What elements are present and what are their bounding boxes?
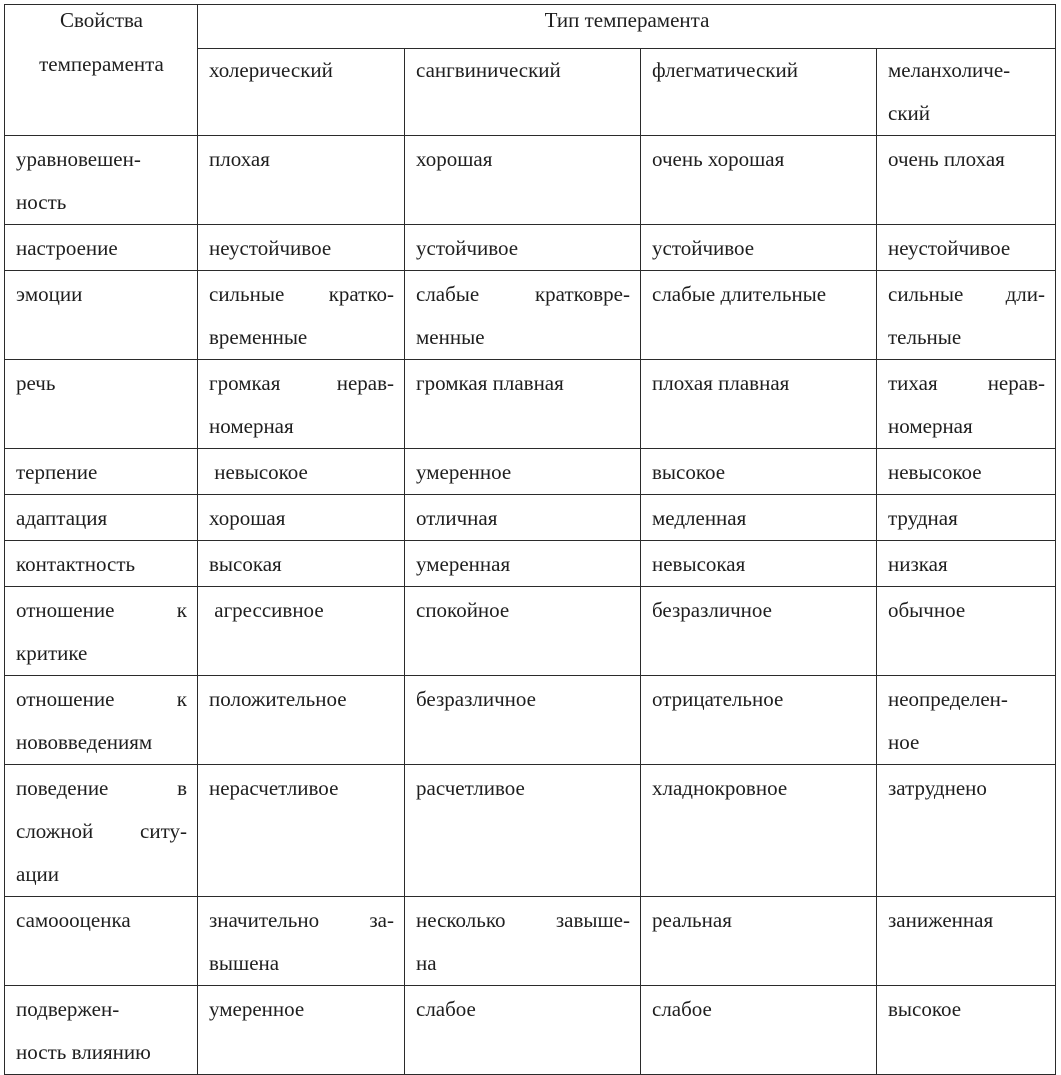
- value-cell-choleric: [198, 136, 405, 225]
- value-line: умеренное: [209, 997, 305, 1021]
- value-cell-phlegmatic: [641, 271, 877, 360]
- type-header-line: меланхоличе-: [888, 58, 1011, 82]
- value-line: отличная: [416, 506, 498, 530]
- value-cell-melancholic: [877, 449, 1056, 495]
- value-line: обычное: [888, 598, 966, 622]
- value-line: слабое: [652, 997, 712, 1021]
- property-cell: [5, 676, 198, 765]
- type-header-line: флегматический: [652, 58, 798, 82]
- value-cell-phlegmatic: [641, 225, 877, 271]
- value-line: слабые кратковре-: [416, 282, 630, 306]
- type-header-cell: [198, 5, 1056, 49]
- value-line: высокая: [209, 552, 282, 576]
- value-line: неустойчивое: [209, 236, 332, 260]
- property-cell: [5, 136, 198, 225]
- value-cell-sanguine: [405, 271, 641, 360]
- value-cell-sanguine: [405, 765, 641, 897]
- value-line: хладнокровное: [652, 776, 788, 800]
- property-line: ность влиянию: [16, 1040, 151, 1064]
- value-line: нерасчетливое: [209, 776, 339, 800]
- type-header-choleric: [198, 49, 405, 136]
- value-cell-choleric: [198, 587, 405, 676]
- property-cell: [5, 271, 198, 360]
- value-line: на: [416, 951, 437, 975]
- property-line: речь: [16, 371, 56, 395]
- value-line: громкая нерав-: [209, 371, 394, 395]
- value-line: положительное: [209, 687, 347, 711]
- property-line: настроение: [16, 236, 118, 260]
- property-cell: [5, 449, 198, 495]
- value-line: номерная: [888, 414, 973, 438]
- property-cell: [5, 495, 198, 541]
- value-line: вышена: [209, 951, 280, 975]
- type-header-phlegmatic: [641, 49, 877, 136]
- value-cell-sanguine: [405, 136, 641, 225]
- table-row: [5, 360, 1056, 449]
- value-line: трудная: [888, 506, 958, 530]
- table-row: [5, 495, 1056, 541]
- value-cell-melancholic: [877, 136, 1056, 225]
- temperament-table: [4, 4, 1056, 1075]
- property-line: подвержен-: [16, 997, 120, 1021]
- value-cell-melancholic: [877, 360, 1056, 449]
- header-row-1: [5, 5, 1056, 49]
- properties-header-cell: [5, 5, 198, 136]
- value-line: менные: [416, 325, 485, 349]
- value-cell-choleric: [198, 495, 405, 541]
- value-cell-sanguine: [405, 360, 641, 449]
- value-cell-melancholic: [877, 587, 1056, 676]
- value-line: заниженная: [888, 908, 994, 932]
- table-row: [5, 271, 1056, 360]
- value-line: низкая: [888, 552, 948, 576]
- properties-header-line-2: темперамента: [39, 52, 164, 76]
- property-line: сложной ситу-: [16, 819, 187, 843]
- table-row: [5, 986, 1056, 1075]
- value-cell-sanguine: [405, 986, 641, 1075]
- value-cell-melancholic: [877, 225, 1056, 271]
- value-line: устойчивое: [416, 236, 519, 260]
- value-line: плохая плавная: [652, 371, 790, 395]
- value-cell-melancholic: [877, 676, 1056, 765]
- value-line: ное: [888, 730, 920, 754]
- property-cell: [5, 360, 198, 449]
- value-cell-choleric: [198, 541, 405, 587]
- value-cell-choleric: [198, 360, 405, 449]
- property-line: ации: [16, 862, 60, 886]
- type-header-melancholic: [877, 49, 1056, 136]
- value-line: неустойчивое: [888, 236, 1011, 260]
- property-line: ность: [16, 190, 67, 214]
- value-line: высокое: [652, 460, 726, 484]
- value-line: умеренное: [416, 460, 512, 484]
- value-line: умеренная: [416, 552, 511, 576]
- value-cell-choleric: [198, 271, 405, 360]
- property-cell: [5, 897, 198, 986]
- value-cell-choleric: [198, 986, 405, 1075]
- property-cell: [5, 225, 198, 271]
- value-line: отрицательное: [652, 687, 784, 711]
- value-line: временные: [209, 325, 308, 349]
- property-cell: [5, 986, 198, 1075]
- value-cell-melancholic: [877, 541, 1056, 587]
- value-cell-sanguine: [405, 897, 641, 986]
- properties-header-line-1: Свойства: [60, 8, 143, 32]
- value-line: затруднено: [888, 776, 987, 800]
- table-row: [5, 225, 1056, 271]
- value-cell-phlegmatic: [641, 541, 877, 587]
- value-line: реальная: [652, 908, 732, 932]
- value-cell-phlegmatic: [641, 765, 877, 897]
- value-line: сильные кратко-: [209, 282, 394, 306]
- value-cell-melancholic: [877, 271, 1056, 360]
- type-header-line: сангвинический: [416, 58, 561, 82]
- property-line: контактность: [16, 552, 136, 576]
- table-row: [5, 765, 1056, 897]
- value-line: слабые длительные: [652, 282, 827, 306]
- type-header-line: ский: [888, 101, 930, 125]
- value-line: безразличное: [652, 598, 772, 622]
- property-cell: [5, 587, 198, 676]
- property-line: отношение к: [16, 687, 187, 711]
- property-line: уравновешен-: [16, 147, 141, 171]
- value-cell-melancholic: [877, 986, 1056, 1075]
- type-header-line: холерический: [209, 58, 333, 82]
- value-line: слабое: [416, 997, 476, 1021]
- value-line: очень плохая: [888, 147, 1005, 171]
- value-line: хорошая: [416, 147, 493, 171]
- value-cell-sanguine: [405, 449, 641, 495]
- property-line: критике: [16, 641, 88, 665]
- value-line: невысокое: [209, 460, 308, 484]
- value-line: медленная: [652, 506, 747, 530]
- value-line: спокойное: [416, 598, 510, 622]
- property-line: поведение в: [16, 776, 187, 800]
- value-line: плохая: [209, 147, 270, 171]
- value-line: высокое: [888, 997, 962, 1021]
- property-line: отношение к: [16, 598, 187, 622]
- table-row: [5, 587, 1056, 676]
- table-row: [5, 136, 1056, 225]
- value-line: тельные: [888, 325, 962, 349]
- value-line: невысокое: [888, 460, 982, 484]
- value-cell-sanguine: [405, 495, 641, 541]
- value-cell-phlegmatic: [641, 449, 877, 495]
- value-cell-phlegmatic: [641, 136, 877, 225]
- value-cell-phlegmatic: [641, 676, 877, 765]
- type-header-label: Тип темперамента: [544, 8, 710, 32]
- value-cell-melancholic: [877, 765, 1056, 897]
- type-header-sanguine: [405, 49, 641, 136]
- property-line: самоооценка: [16, 908, 131, 932]
- value-cell-phlegmatic: [641, 360, 877, 449]
- property-line: терпение: [16, 460, 98, 484]
- value-cell-phlegmatic: [641, 587, 877, 676]
- value-cell-choleric: [198, 225, 405, 271]
- value-cell-melancholic: [877, 495, 1056, 541]
- value-cell-choleric: [198, 897, 405, 986]
- value-line: неопределен-: [888, 687, 1008, 711]
- value-line: значительно за-: [209, 908, 394, 932]
- value-cell-choleric: [198, 765, 405, 897]
- value-line: сильные дли-: [888, 282, 1045, 306]
- value-cell-phlegmatic: [641, 495, 877, 541]
- value-line: невысокая: [652, 552, 746, 576]
- value-line: устойчивое: [652, 236, 755, 260]
- value-cell-sanguine: [405, 225, 641, 271]
- value-cell-choleric: [198, 449, 405, 495]
- value-cell-sanguine: [405, 587, 641, 676]
- value-cell-sanguine: [405, 541, 641, 587]
- property-cell: [5, 765, 198, 897]
- table-row: [5, 541, 1056, 587]
- value-line: расчетливое: [416, 776, 525, 800]
- value-line: громкая плавная: [416, 371, 564, 395]
- table-body: [5, 5, 1056, 1075]
- value-cell-choleric: [198, 676, 405, 765]
- value-line: несколько завыше-: [416, 908, 630, 932]
- property-line: адаптация: [16, 506, 108, 530]
- table-row: [5, 897, 1056, 986]
- value-line: безразличное: [416, 687, 536, 711]
- property-line: нововведениям: [16, 730, 153, 754]
- value-line: тихая нерав-: [888, 371, 1045, 395]
- value-cell-melancholic: [877, 897, 1056, 986]
- value-cell-sanguine: [405, 676, 641, 765]
- value-line: номерная: [209, 414, 294, 438]
- value-cell-phlegmatic: [641, 897, 877, 986]
- property-line: эмоции: [16, 282, 83, 306]
- value-line: хорошая: [209, 506, 286, 530]
- value-line: агрессивное: [209, 598, 324, 622]
- value-line: очень хорошая: [652, 147, 785, 171]
- value-cell-phlegmatic: [641, 986, 877, 1075]
- table-row: [5, 449, 1056, 495]
- property-cell: [5, 541, 198, 587]
- table-row: [5, 676, 1056, 765]
